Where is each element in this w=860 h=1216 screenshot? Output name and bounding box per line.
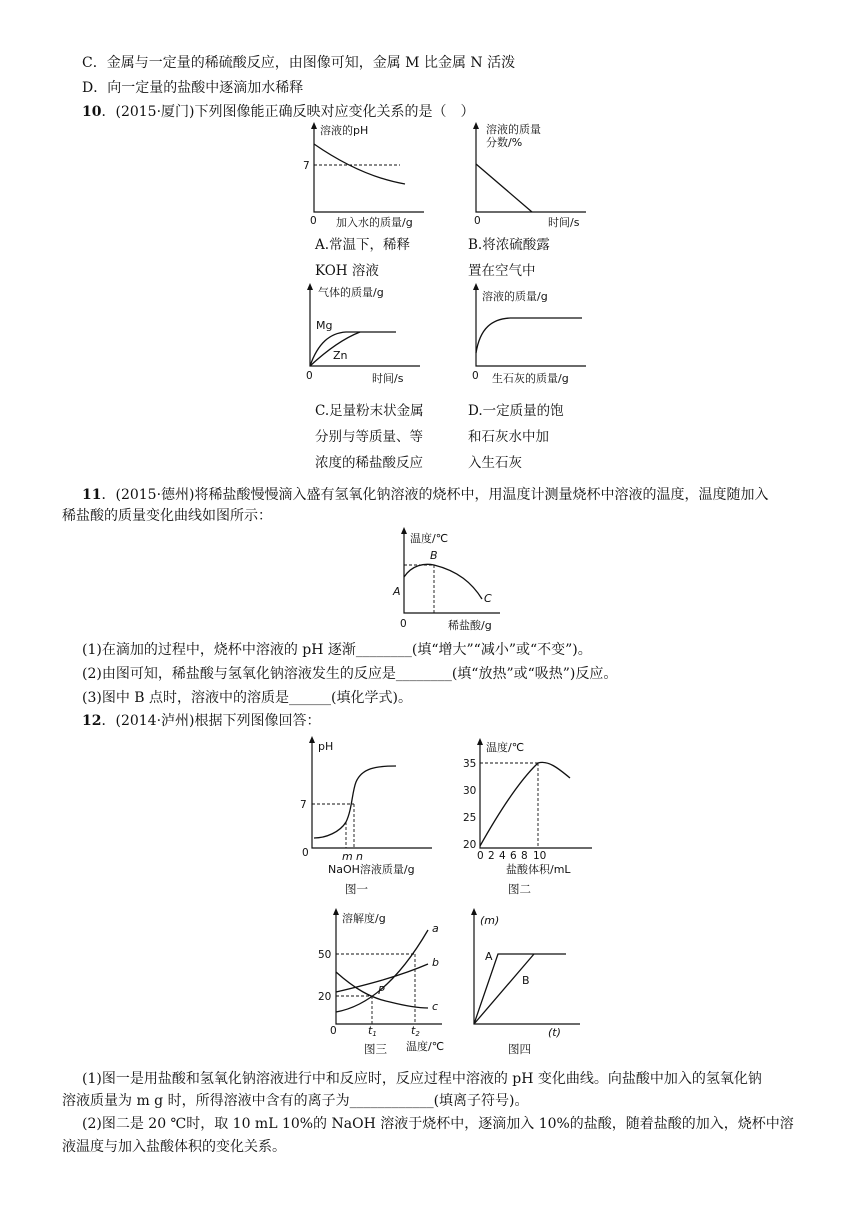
figure-d-caption-3: 入生石灰 <box>468 455 522 471</box>
question-11-text-2: 稀盐酸的质量变化曲线如图所示： <box>62 508 272 524</box>
q11-subquestion-1: (1)在滴加的过程中，烧杯中溶液的 pH 逐渐________(填“增大”“减小”或“不变”)。 <box>82 642 592 658</box>
figure-c-label-mg: Mg <box>316 319 333 332</box>
figure-3-t1-letter: t <box>368 1024 373 1037</box>
figure-3-t1-sub: 1 <box>372 1030 377 1038</box>
figure-a-ylabel: 溶液的pH <box>320 124 369 137</box>
figure-3-label-c: c <box>432 1000 439 1013</box>
figure-c-y-arrow <box>307 283 313 290</box>
q12-figure-2 <box>458 736 598 878</box>
question-11-text: ．(2015·德州)将稀盐酸慢慢滴入盛有氢氧化钠溶液的烧杯中，用温度计测量烧杯中溶液的温度，温度随加入 <box>101 487 769 503</box>
question-12 <box>82 711 321 731</box>
figure-3-label-b: b <box>432 956 439 969</box>
figure-3-t2-sub: 2 <box>415 1030 420 1038</box>
figure-2-xtick-0: 0 <box>477 850 484 862</box>
figure-2-xtick-2: 2 <box>488 850 495 862</box>
figure-d-y-arrow <box>473 283 479 290</box>
figure-2-y-arrow <box>477 738 483 745</box>
q12-subquestion-2b: 液温度与加入盐酸体积的变化关系。 <box>62 1139 286 1155</box>
q10-figure-d <box>462 283 592 391</box>
figure-3-point-p: P <box>378 984 385 997</box>
figure-c-caption-3: 浓度的稀盐酸反应 <box>315 455 423 471</box>
option-c-text: C．金属与一定量的稀硫酸反应，由图像可知，金属 M 比金属 N 活泼 <box>82 55 516 71</box>
figure-3-xlabel: 温度/℃ <box>406 1040 445 1053</box>
q12-subquestion-1b: 溶液质量为 m g 时，所得溶液中含有的离子为____________(填离子符号)。 <box>62 1093 529 1109</box>
q11-figure-y-arrow <box>401 527 407 534</box>
figure-b-origin: 0 <box>474 215 481 227</box>
figure-4-label-a: A <box>485 950 493 963</box>
figure-2-xtick-8: 8 <box>521 850 528 862</box>
figure-1-n-label: n <box>356 850 363 863</box>
figure-a-xlabel: 加入水的质量/g <box>336 216 413 229</box>
q11-subquestion-2: (2)由图可知，稀盐酸与氢氧化钠溶液发生的反应是________(填“放热”或“吸热”)反应。 <box>82 666 618 682</box>
figure-4-title: 图四 <box>508 1042 531 1056</box>
figure-b-ylabel-1: 溶液的质量 <box>486 123 541 136</box>
figure-1-xlabel: NaOH溶液质量/g <box>328 863 415 876</box>
figure-d-caption-2: 和石灰水中加 <box>468 429 549 445</box>
figure-2-xtick-10: 10 <box>533 850 547 862</box>
figure-2-ytick-25: 25 <box>463 812 477 824</box>
q11-point-a: A <box>393 585 401 598</box>
figure-d-origin: 0 <box>472 370 479 382</box>
figure-4-axes <box>474 912 580 1024</box>
figure-b-ylabel-2: 分数/% <box>486 136 523 149</box>
figure-3-ylabel: 溶解度/g <box>342 912 386 925</box>
figure-c-caption-1: C.足量粉末状金属 <box>315 403 424 419</box>
figure-c-xlabel: 时间/s <box>372 372 404 385</box>
figure-a-caption-1: A.常温下，稀释 <box>315 237 411 253</box>
figure-1-title-box <box>340 880 380 898</box>
q12-figure-1 <box>296 736 436 878</box>
question-10-text: ．(2015·厦门)下列图像能正确反映对应变化关系的是（ ） <box>101 104 475 120</box>
figure-2-title: 图二 <box>508 882 531 896</box>
figure-2-title-box <box>503 880 543 898</box>
figure-a-caption-2: KOH 溶液 <box>315 263 379 279</box>
figure-1-y-arrow <box>309 736 315 743</box>
q11-subquestion-3: (3)图中 B 点时，溶液中的溶质是______(填化学式)。 <box>82 690 412 706</box>
figure-3-label-a: a <box>432 922 439 935</box>
figure-3-origin: 0 <box>330 1025 337 1037</box>
q10-figure-a <box>300 120 430 230</box>
q11-figure-xlabel: 稀盐酸/g <box>448 619 492 632</box>
figure-3-tick-20: 20 <box>318 991 332 1003</box>
figure-1-tick-7: 7 <box>300 799 307 811</box>
figure-2-temp-curve <box>480 762 570 846</box>
figure-d-caption-1: D.一定质量的饱 <box>468 403 564 419</box>
option-d-text: D．向一定量的盐酸中逐滴加水稀释 <box>82 80 304 96</box>
figure-2-axes <box>480 742 592 848</box>
figure-2-ytick-30: 30 <box>463 785 477 797</box>
figure-c-origin: 0 <box>306 370 313 382</box>
q12-subquestion-1a: (1)图一是用盐酸和氢氧化钠溶液进行中和反应时，反应过程中溶液的 pH 变化曲线。向盐酸中加入的氢氧化钠 <box>82 1071 762 1087</box>
figure-1-ylabel: pH <box>318 740 334 753</box>
figure-1-origin: 0 <box>302 847 309 859</box>
q10-figure-b <box>462 120 592 230</box>
figure-4-line-a <box>474 954 566 1024</box>
figure-d-xlabel: 生石灰的质量/g <box>492 372 569 385</box>
figure-c-ylabel: 气体的质量/g <box>318 286 384 299</box>
question-11 <box>82 485 769 505</box>
figure-b-caption-1: B.将浓硫酸露 <box>468 237 550 253</box>
figure-3-tick-50: 50 <box>318 949 332 961</box>
figure-a-axes <box>314 126 424 212</box>
question-10-number: 10 <box>82 104 102 120</box>
q11-figure-ylabel: 温度/℃ <box>410 532 449 545</box>
q11-figure-origin: 0 <box>400 618 407 630</box>
figure-1-m-label: m <box>342 850 353 863</box>
figure-2-xtick-4: 4 <box>499 850 506 862</box>
figure-1-title: 图一 <box>345 882 368 896</box>
figure-3-t2-label <box>411 1024 420 1038</box>
figure-b-xlabel: 时间/s <box>548 216 580 229</box>
figure-3-title: 图三 <box>364 1042 387 1056</box>
figure-2-xtick-6: 6 <box>510 850 517 862</box>
q12-subquestion-2a: (2)图二是 20 ℃时，取 10 mL 10%的 NaOH 溶液于烧杯中，逐滴加入 10%的盐酸，随着盐酸的加入，烧杯中溶 <box>82 1116 794 1132</box>
figure-c-label-zn: Zn <box>333 349 348 362</box>
question-10 <box>82 102 475 122</box>
figure-1-ph-curve <box>314 766 396 838</box>
figure-a-origin: 0 <box>310 215 317 227</box>
figure-4-label-b: B <box>522 974 530 987</box>
q11-figure <box>388 525 508 637</box>
figure-1-axes <box>312 740 432 848</box>
figure-3-t1-label <box>368 1024 377 1038</box>
figure-a-tick-7: 7 <box>303 160 310 172</box>
figure-2-xlabel: 盐酸体积/mL <box>506 863 571 876</box>
figure-c-curve-mg <box>310 332 396 366</box>
figure-c-caption-2: 分别与等质量、等 <box>315 429 423 445</box>
figure-4-xlabel: (t) <box>548 1026 561 1039</box>
q12-figure-3 <box>310 908 460 1056</box>
figure-b-y-arrow <box>473 122 479 129</box>
figure-d-ylabel: 溶液的质量/g <box>482 290 548 303</box>
figure-d-curve <box>476 318 582 353</box>
figure-b-caption-2: 置在空气中 <box>468 263 536 279</box>
figure-2-ylabel: 温度/℃ <box>486 741 525 754</box>
q10-figure-c <box>296 283 426 391</box>
figure-b-line <box>476 164 532 212</box>
figure-4-line-b <box>474 954 534 1024</box>
q12-figure-4 <box>468 908 588 1056</box>
figure-2-ytick-35: 35 <box>463 758 477 770</box>
q11-point-b: B <box>430 549 438 562</box>
figure-a-curve <box>314 144 405 184</box>
question-11-number: 11 <box>82 487 102 503</box>
figure-4-ylabel: (m) <box>480 914 500 927</box>
figure-3-t2-letter: t <box>411 1024 416 1037</box>
q11-point-c: C <box>484 592 492 605</box>
figure-3-y-arrow <box>333 908 339 915</box>
question-12-text: ．(2014·泸州)根据下列图像回答： <box>101 713 321 729</box>
q11-figure-curve <box>404 564 482 599</box>
figure-2-ytick-20: 20 <box>463 839 477 851</box>
figure-a-y-arrow <box>311 122 317 129</box>
figure-4-y-arrow <box>471 908 477 915</box>
question-12-number: 12 <box>82 713 102 729</box>
